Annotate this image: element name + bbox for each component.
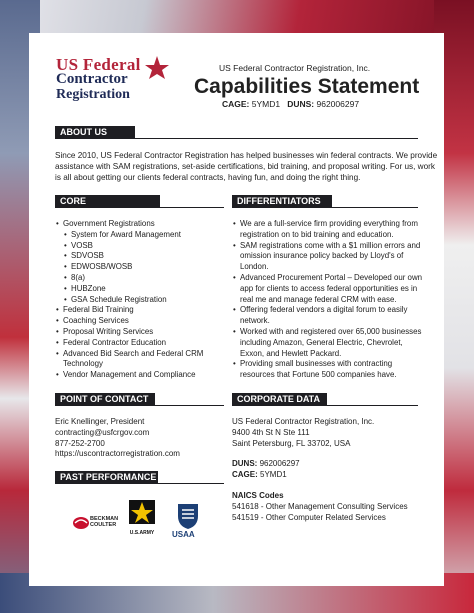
logo-line-2: Contractor [56,71,128,87]
competency-item: • 8(a) [55,273,230,284]
about-text: Since 2010, US Federal Contractor Registration has helped businesses win federal contracts. We provide assistance with SAM registrations, set-aside certifications, bid training, and proposal writing. For us, work is all about getting our clients federal contracts, having fun, and doing the right thing. [55,151,438,182]
corporate-street: 9400 4th St N Ste 111 [232,427,310,437]
competency-item: • HUBZone [55,284,230,295]
competency-item: • Federal Bid Training [55,305,230,316]
company-logo [56,55,174,105]
competency-item: • Proposal Writing Services [55,327,230,338]
us-army-logo: U.S.ARMY [125,498,159,542]
header-ids: CAGE: 5YMD1 DUNS: 962006297 [222,99,360,109]
competency-item: • Coaching Services [55,316,230,327]
company-name: US Federal Contractor Registration, Inc. [219,63,371,73]
contact-website[interactable]: https://uscontractorregistration.com [55,449,180,459]
contact-heading: POINT OF CONTACT [55,393,155,406]
competency-item: • Government Registrations [55,219,230,230]
about-heading: ABOUT US [55,126,135,139]
competency-item: • Advanced Bid Search and Federal CRM [55,349,230,360]
competency-item: • VOSB [55,241,230,252]
page-title: Capabilities Statement [194,75,420,98]
differentiators-list [232,219,424,381]
competency-item: • GSA Schedule Registration [55,295,230,306]
corporate-city: Saint Petersburg, FL 33702, USA [232,438,351,448]
contact-info [55,417,180,460]
naics-code-2: 541519 - Other Computer Related Services [232,512,386,522]
usaa-logo: USAA [170,502,210,542]
competency-item: • Vendor Management and Compliance [55,370,230,381]
competency-item: • SDVOSB [55,251,230,262]
differentiators-heading: DIFFERENTIATORS [232,195,332,208]
competencies-list [55,219,230,381]
beckman-coulter-logo: BECKMAN COULTER [72,508,122,538]
star-icon [144,55,170,81]
differentiator-item: • Providing small businesses with contracting resources that Fortune 500 companies have. [232,359,424,381]
differentiator-item: • Advanced Procurement Portal – Developed our own app for clients to access federal opportunities es in real me and manage federal CRM with ease. [232,273,424,305]
differentiator-item: • SAM registrations come with a $1 million errors and omission insurance policy backed by Lloyd's of London. [232,241,424,273]
differentiator-item: • We are a full-service firm providing everything from registration on to bid training and education. [232,219,424,241]
competency-item: • EDWOSB/WOSB [55,262,230,273]
corporate-name: US Federal Contractor Registration, Inc. [232,417,375,426]
competencies-heading: CORE COMPETENCIES [55,195,160,208]
capabilities-card [29,33,444,586]
contact-phone: 877-252-2700 [55,438,105,448]
competency-item: • System for Award Management [55,230,230,241]
logo-line-3: Registration [56,87,130,102]
naics-heading: NAICS Codes [232,490,284,500]
naics-code-1: 541618 - Other Management Consulting Services [232,501,408,511]
differentiator-item: • Worked with and registered over 65,000 businesses including Amazon, General Electric, Chevrolet, Exxon, and Hewlett Packard. [232,327,424,359]
performance-heading: PAST PERFORMANCE [55,471,158,484]
corporate-cage: CAGE: 5YMD1 [232,470,287,480]
competency-item: Technology [63,359,103,369]
corporate-duns: DUNS: 962006297 [232,459,300,469]
contact-name: Eric Knellinger, President [55,417,145,426]
competency-item: • Federal Contractor Education [55,338,230,349]
corporate-heading: CORPORATE DATA [232,393,327,406]
contact-email[interactable]: contracting@usfcrgov.com [55,427,150,437]
differentiator-item: • Offering federal vendors a digital forum to easily network. [232,305,424,327]
past-performance-logos [60,498,230,546]
corporate-info [232,417,408,523]
logo-line-1: US Federal [56,55,141,74]
